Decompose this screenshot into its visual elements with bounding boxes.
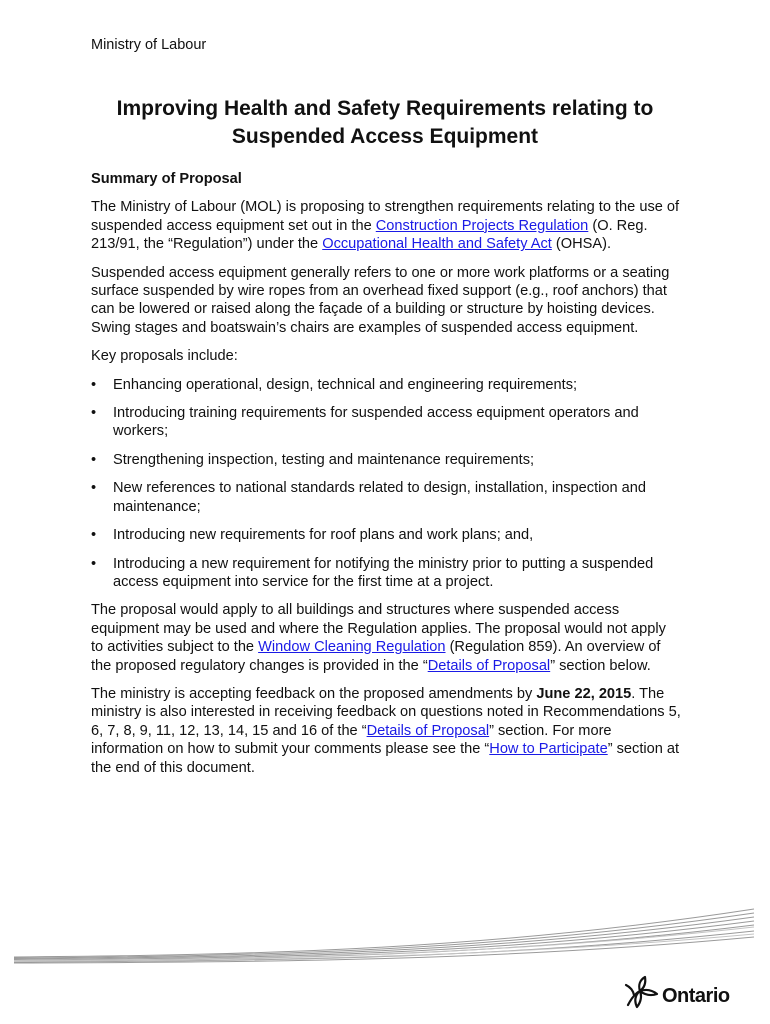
list-item-text: New references to national standards related to design, installation, inspection and maintenance; xyxy=(113,480,646,515)
list-item xyxy=(91,451,681,469)
bullet-icon: • xyxy=(91,451,97,468)
title-line-1: Improving Health and Safety Requirements relating to xyxy=(116,97,654,120)
list-item-text: Introducing new requirements for roof plans and work plans; and, xyxy=(113,527,534,544)
list-item xyxy=(91,479,681,516)
details-of-proposal-link[interactable]: Details of Proposal xyxy=(366,722,490,739)
trillium-icon xyxy=(624,975,660,1009)
bullet-icon: • xyxy=(91,480,97,497)
list-item-text: Introducing training requirements for suspended access equipment operators and workers; xyxy=(113,405,639,440)
bullet-icon: • xyxy=(91,555,97,572)
feedback-text-1: The ministry is accepting feedback on the proposed amendments by xyxy=(91,685,537,702)
definition-paragraph: Suspended access equipment generally refers to one or more work platforms or a seating surface suspended by wire ropes from an overhead fixed support (e.g., roof anchors) that can be lowered or raised along the façade of a building or structure by hoisting devices. Swing stages and boatswain’s chairs are examples of suspended access equipment. xyxy=(91,264,670,336)
details-of-proposal-link[interactable]: Details of Proposal xyxy=(427,657,551,674)
list-item-text: Enhancing operational, design, technical and engineering requirements; xyxy=(113,376,578,393)
list-item xyxy=(91,555,681,592)
how-to-participate-link[interactable]: How to Participate xyxy=(489,741,608,758)
intro-text-3: (OHSA). xyxy=(551,236,612,253)
bullet-icon: • xyxy=(91,527,97,544)
scope-paragraph xyxy=(91,601,681,675)
feedback-text-4: ” section at the end of this document. xyxy=(91,741,680,776)
footer-swoosh-decoration xyxy=(14,905,759,965)
ontario-logo xyxy=(624,975,744,1011)
feedback-paragraph xyxy=(91,685,681,777)
bullet-icon: • xyxy=(91,376,97,393)
list-item xyxy=(91,526,681,544)
summary-heading: Summary of Proposal xyxy=(91,171,242,187)
list-item xyxy=(91,376,681,394)
feedback-text-2: . The ministry is also interested in receiving feedback on questions noted in Recommendations 5, 6, 7, 8, 9, 11, 12, 13, 14, 15 and 16 of the “ xyxy=(91,685,681,739)
list-item xyxy=(91,404,681,441)
key-proposals-intro: Key proposals include: xyxy=(91,348,238,365)
title-line-2: Suspended Access Equipment xyxy=(231,125,539,148)
feedback-text-3: ” section. For more information on how to submit your comments please see the “ xyxy=(91,722,612,758)
intro-paragraph xyxy=(91,198,681,253)
intro-text-2: (O. Reg. 213/91, the “Regulation”) under the xyxy=(91,217,648,253)
bullet-icon: • xyxy=(91,405,97,422)
document-body xyxy=(91,170,681,787)
scope-text-2: (Regulation 859). An overview of the proposed regulatory changes is provided in the “ xyxy=(91,639,661,674)
construction-projects-regulation-link[interactable]: Construction Projects Regulation xyxy=(375,217,589,234)
scope-text-3: ” section below. xyxy=(550,657,651,674)
ministry-header: Ministry of Labour xyxy=(91,37,207,53)
scope-text-1: The proposal would apply to all buildings and structures where suspended access equipment may be used and where the Regulation applies. The proposal would not apply to activities subject to the xyxy=(91,602,666,656)
window-cleaning-regulation-link[interactable]: Window Cleaning Regulation xyxy=(258,639,446,656)
deadline-date: June 22, 2015 xyxy=(536,685,632,702)
list-item-text: Strengthening inspection, testing and maintenance requirements; xyxy=(113,451,535,468)
ontario-wordmark: Ontario xyxy=(662,985,730,1007)
document-title xyxy=(60,95,710,151)
list-item-text: Introducing a new requirement for notifying the ministry prior to putting a suspended access equipment into service for the first time at a project. xyxy=(113,555,654,590)
ohsa-link[interactable]: Occupational Health and Safety Act xyxy=(322,236,552,253)
intro-text-1: The Ministry of Labour (MOL) is proposing to strengthen requirements relating to the use of suspended access equipment set out in the xyxy=(91,199,680,234)
key-proposals-list xyxy=(91,376,681,592)
